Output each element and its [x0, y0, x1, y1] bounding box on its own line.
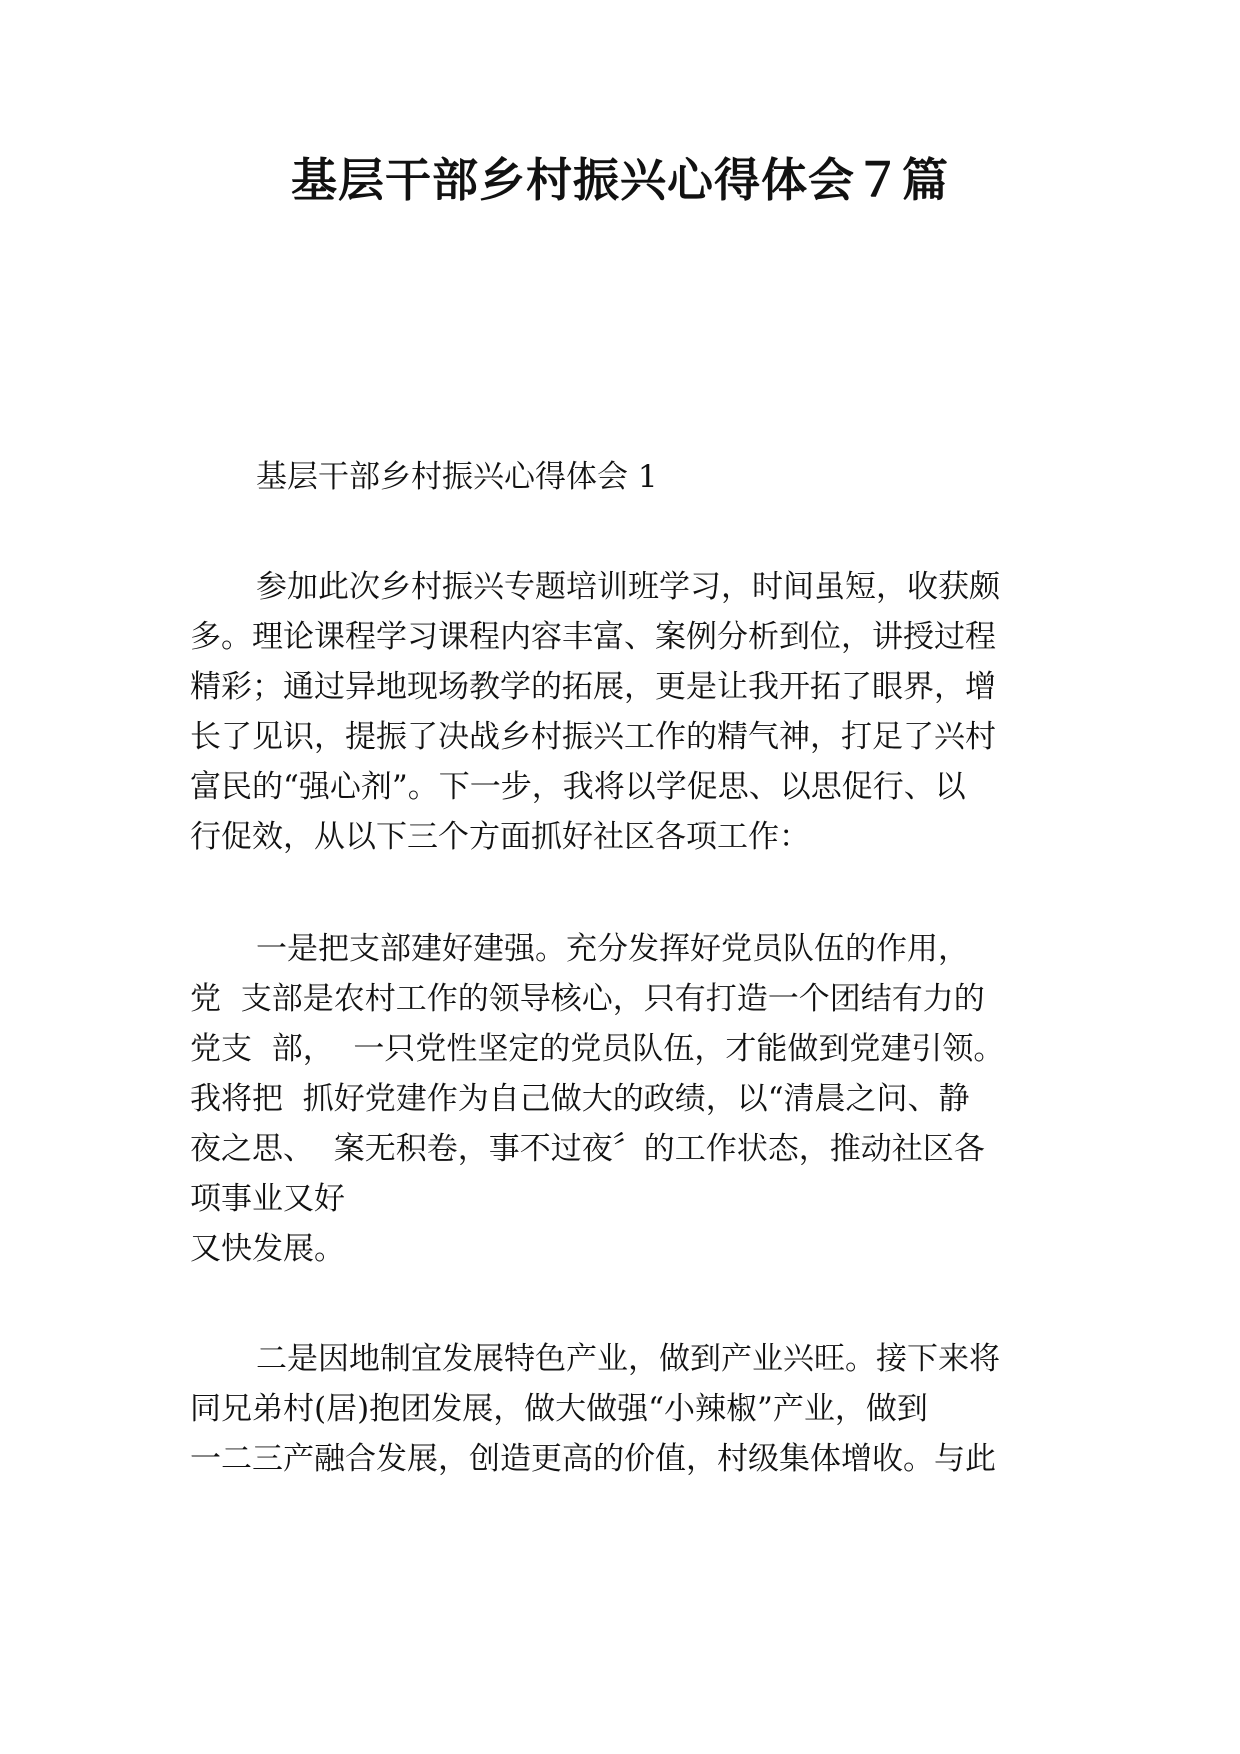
paragraph-2-line: 一是把支部建好建强。充分发挥好党员队伍的作用， — [256, 931, 969, 967]
paragraph-3-line: 一二三产融合发展，创造更高的价值，村级集体增收。与此 — [190, 1441, 996, 1477]
paragraph-2-line: 党 支部是农村工作的领导核心，只有打造一个团结有力的 — [190, 981, 985, 1017]
paragraph-1-line: 长了见识，提振了决战乡村振兴工作的精气神，打足了兴村 — [190, 719, 996, 755]
paragraph-1-line: 精彩；通过异地现场教学的拓展，更是让我开拓了眼界，增 — [190, 669, 996, 705]
paragraph-2-line: 夜之思、 案无积卷，事不过夜〞的工作状态，推动社区各 — [190, 1131, 985, 1167]
paragraph-1-line: 参加此次乡村振兴专题培训班学习，时间虽短，收获颇 — [256, 569, 1000, 605]
document-title: 基层干部乡村振兴心得体会７篇 — [291, 153, 949, 207]
paragraph-2 — [190, 924, 1050, 1274]
section-subheading: 基层干部乡村振兴心得体会 1 — [256, 459, 658, 495]
paragraph-3-line: 二是因地制宜发展特色产业，做到产业兴旺。接下来将 — [256, 1341, 1000, 1377]
paragraph-2-line: 项事业又好 — [190, 1181, 345, 1217]
paragraph-2-line: 我将把 抓好党建作为自己做大的政绩，以“清晨之问、静 — [190, 1081, 970, 1117]
paragraph-1-line: 富民的“强心剂”。下一步，我将以学促思、以思促行、以 — [190, 769, 966, 805]
paragraph-2-line: 党支 部， 一只党性坚定的党员队伍，才能做到党建引领。 — [190, 1031, 1005, 1067]
paragraph-1-line: 行促效，从以下三个方面抓好社区各项工作： — [190, 819, 810, 855]
paragraph-1 — [190, 562, 1050, 862]
paragraph-2-line: 又快发展。 — [190, 1231, 345, 1267]
paragraph-3 — [190, 1334, 1050, 1484]
paragraph-1-line: 多。理论课程学习课程内容丰富、案例分析到位，讲授过程 — [190, 619, 996, 655]
paragraph-3-line: 同兄弟村(居)抱团发展，做大做强“小辣椒”产业，做到 — [190, 1391, 928, 1427]
